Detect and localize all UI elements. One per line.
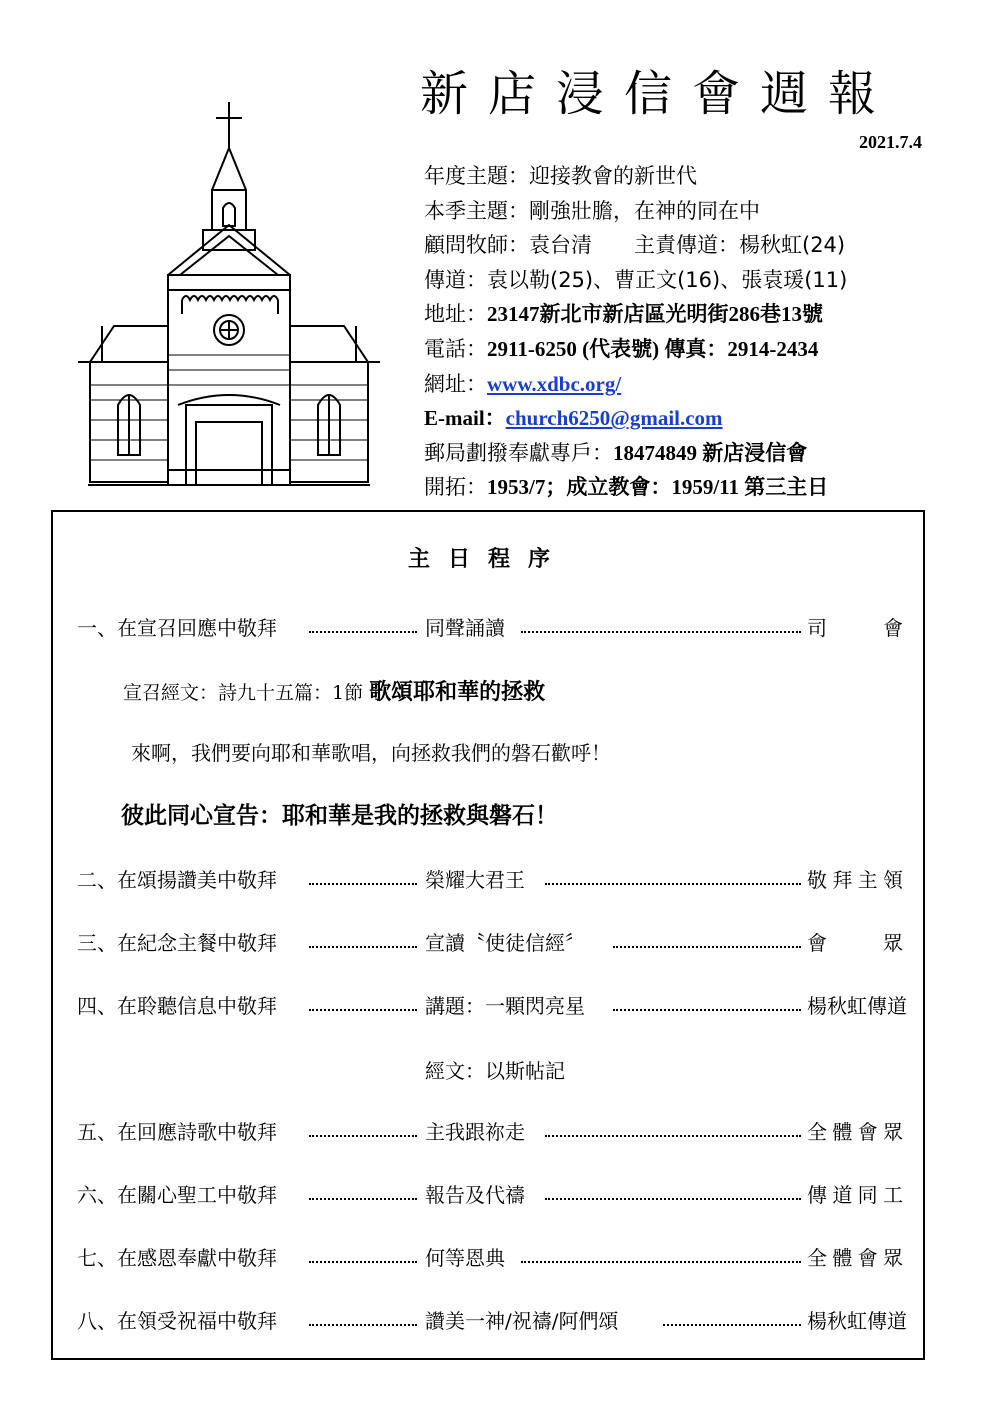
scripture-reading: 經文：以斯帖記 [425,1059,565,1083]
program-row: 五、在回應詩歌中敬拜 主我跟祢走 全體會眾 [77,1116,903,1146]
dot-leader [309,864,417,885]
dot-leader [309,612,417,633]
dot-leader [613,927,801,948]
dot-leader [545,1116,801,1137]
info-preachers: 傳道：袁以勒(25)、曹正文(16)、張袁瑗(11) [424,267,848,292]
dot-leader [309,1305,417,1326]
call-to-worship-text: 來啊，我們要向耶和華歌唱，向拯救我們的磐石歡呼！ [131,741,611,765]
website-link[interactable]: www.xdbc.org/ [487,371,622,396]
bulletin-date: 2021.7.4 [859,132,922,152]
dot-leader [309,1116,417,1137]
info-postal-account: 郵局劃撥奉獻專戶：18474849 新店浸信會 [424,440,808,465]
dot-leader [521,1242,801,1263]
program-title: 主日程序 [407,546,568,572]
dot-leader [663,1305,801,1326]
email-link[interactable]: church6250@gmail.com [505,406,723,431]
program-row: 一、在宣召回應中敬拜 同聲誦讀 司會 [77,612,903,642]
program-row: 六、在關心聖工中敬拜 報告及代禱 傳道同工 [77,1179,903,1209]
church-info [424,160,984,506]
church-illustration [78,100,380,490]
info-phone: 電話：2911-6250 (代表號) 傳真：2914-2434 [424,336,819,361]
info-pastors: 顧問牧師：袁台清 主責傳道：楊秋虹(24) [424,233,846,258]
program-row: 二、在頌揚讚美中敬拜 榮耀大君王 敬拜主領 [77,864,903,894]
dot-leader [521,612,801,633]
info-history: 開拓：1953/7；成立教會：1959/11 第三主日 [424,475,829,500]
dot-leader [309,927,417,948]
info-address: 地址：23147新北市新店區光明街286巷13號 [424,302,823,327]
program-row: 四、在聆聽信息中敬拜 講題：一顆閃亮星 楊秋虹傳道 [77,990,903,1020]
dot-leader [545,864,801,885]
info-season-theme: 本季主題：剛強壯膽，在神的同在中 [424,198,760,223]
program-row: 三、在紀念主餐中敬拜 宣讀〝使徒信經〞 會眾 [77,927,903,957]
info-annual-theme: 年度主題：迎接教會的新世代 [424,164,697,188]
call-to-worship: 宣召經文：詩九十五篇：1節 歌頌耶和華的拯救 [123,679,546,705]
dot-leader [613,990,801,1011]
info-website: 網址：www.xdbc.org/ [424,371,622,396]
bulletin-title: 新店浸信會週報 [420,66,897,122]
program-row: 八、在領受祝福中敬拜 讚美一神/祝禱/阿們頌 楊秋虹傳道 [77,1305,903,1335]
dot-leader [545,1179,801,1200]
info-email: E-mail：church6250@gmail.com [424,406,723,431]
dot-leader [309,1179,417,1200]
dot-leader [309,990,417,1011]
program-row: 七、在感恩奉獻中敬拜 何等恩典 全體會眾 [77,1242,903,1272]
dot-leader [309,1242,417,1263]
declaration: 彼此同心宣告：耶和華是我的拯救與磐石！ [121,802,558,829]
sunday-program [51,510,925,1360]
